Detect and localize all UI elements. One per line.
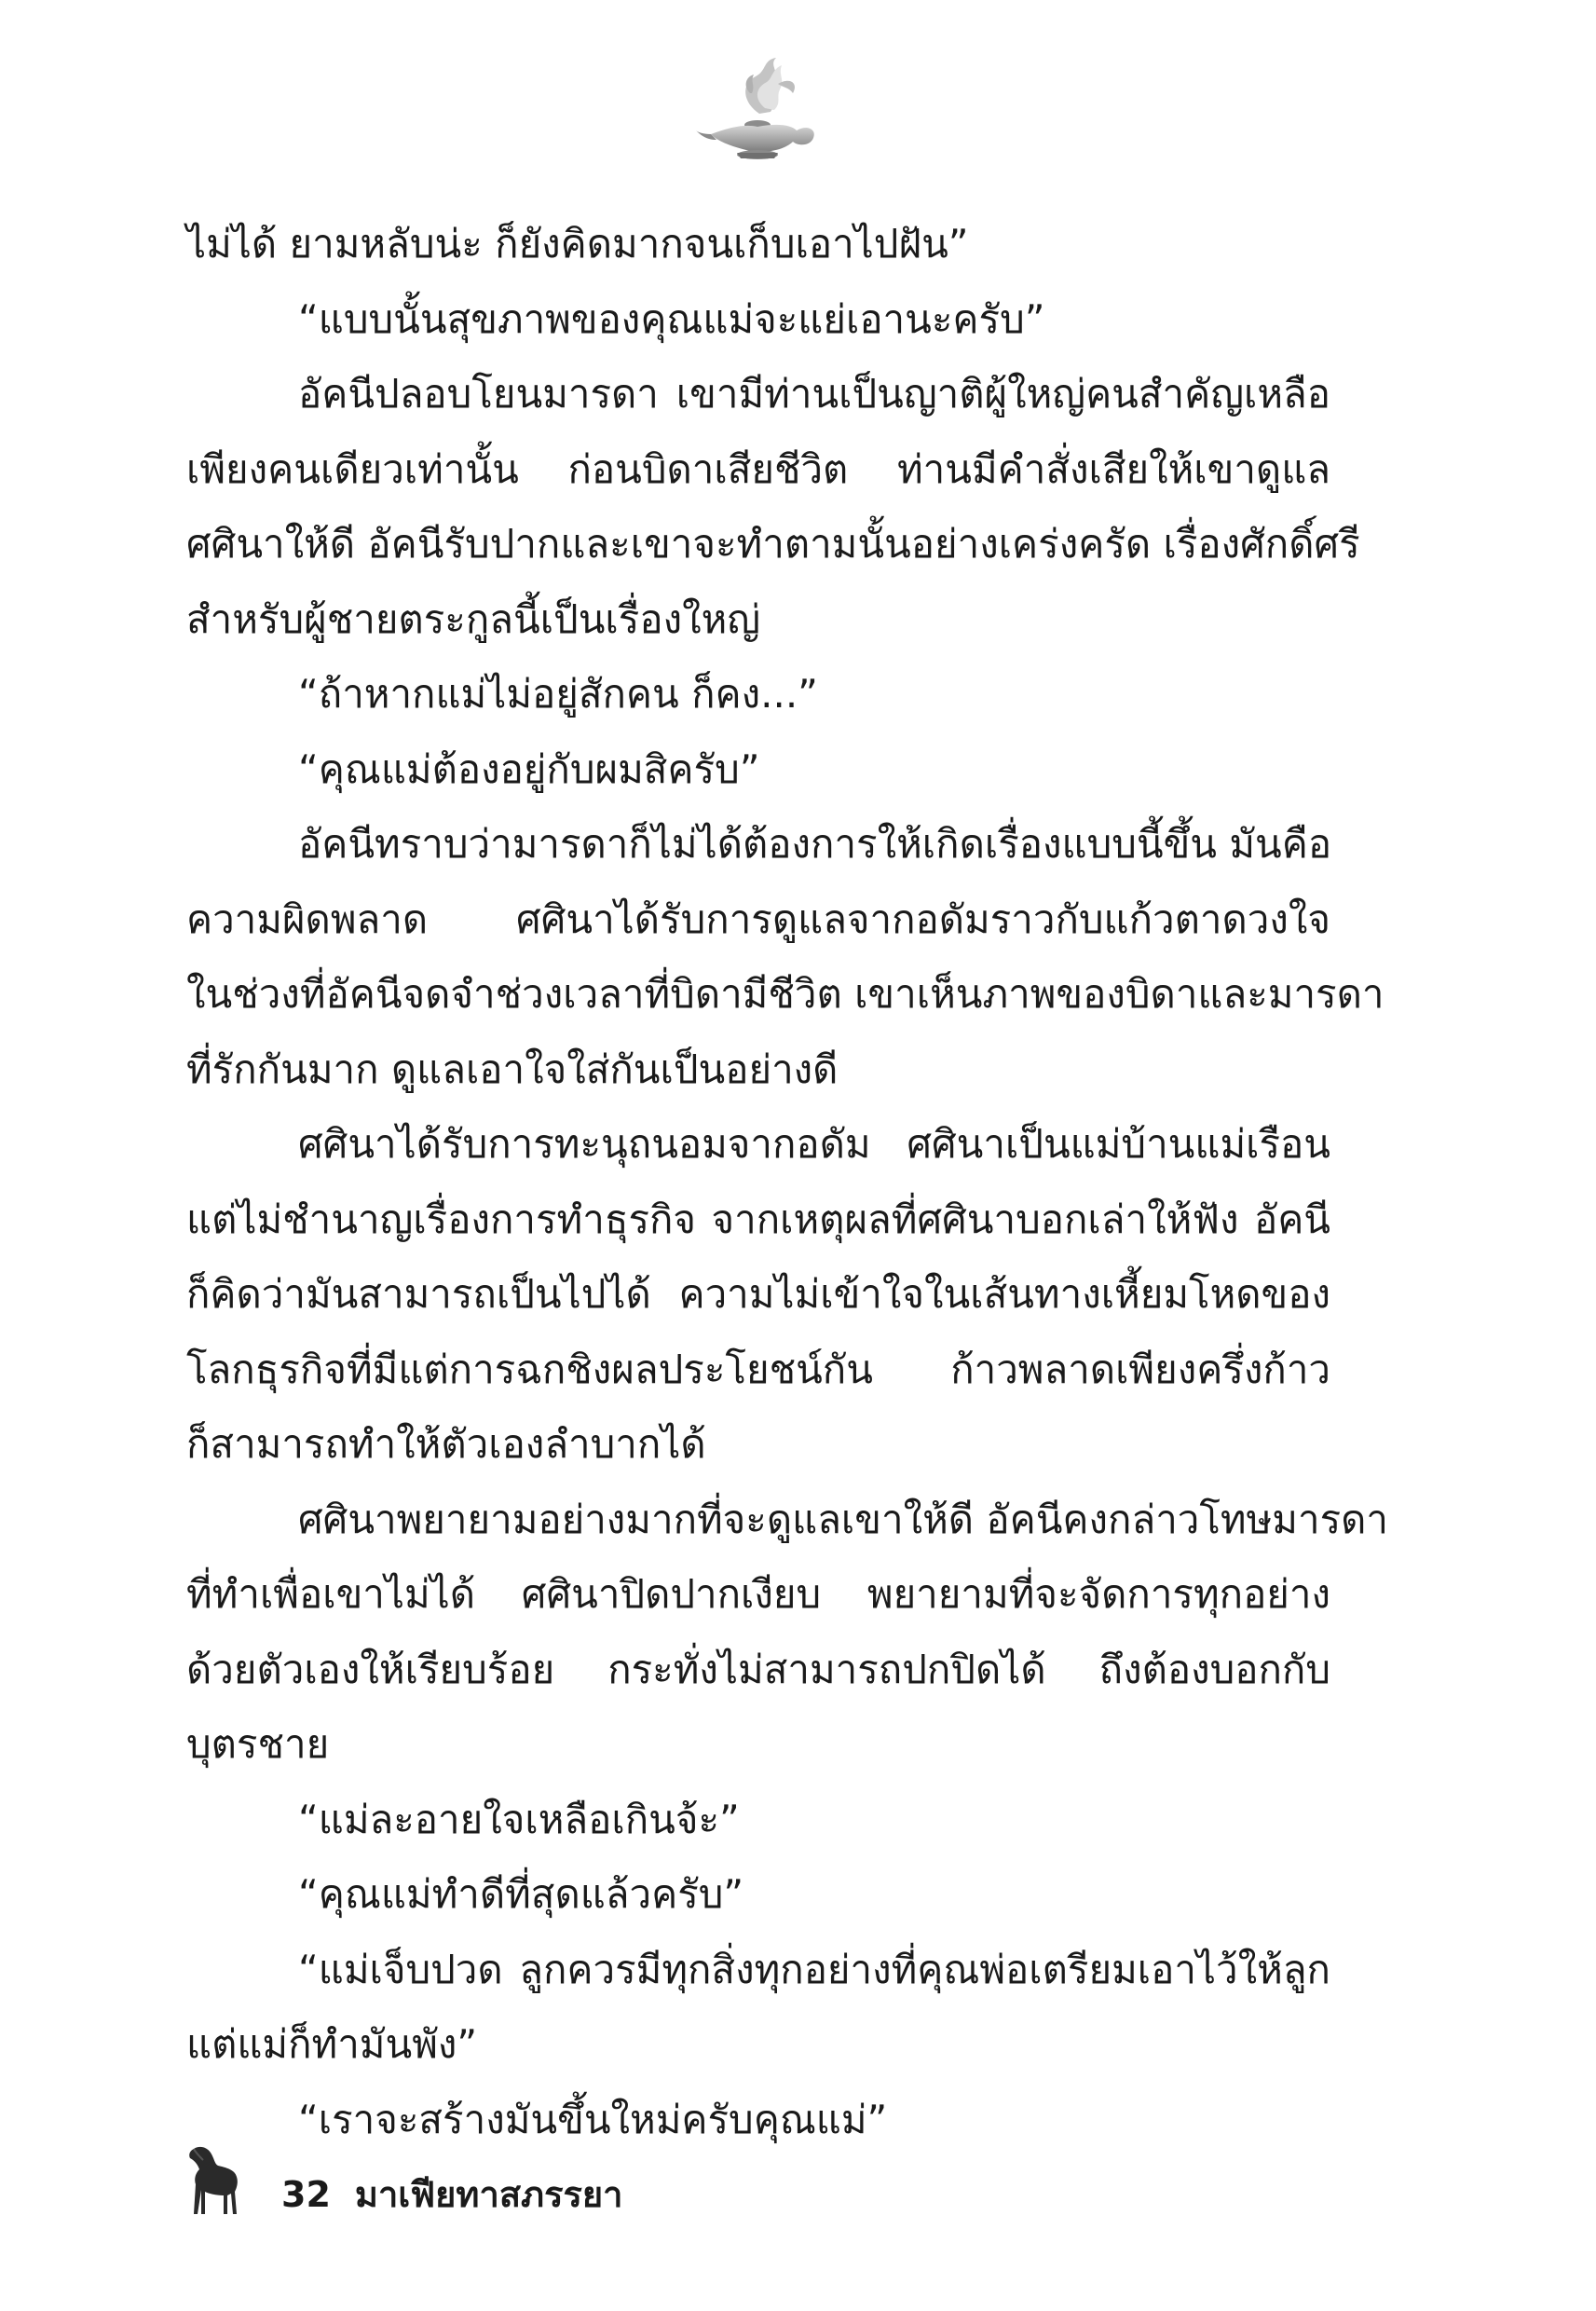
text-line: แต่แม่ก็ทำมันพัง” [186, 2021, 478, 2067]
text-line: ที่ทำเพื่อเขาไม่ได้ ศศินาปิดปากเงียบ พยายามที่จะจัดการทุกอย่าง [186, 1571, 1330, 1617]
text-line: สำหรับผู้ชายตระกูลนี้เป็นเรื่องใหญ่ [186, 595, 761, 642]
body-text [186, 207, 1388, 2157]
text-line: บุตรชาย [186, 1721, 330, 1767]
text-line: ในช่วงที่อัคนีจดจำช่วงเวลาที่บิดามีชีวิต เขาเห็นภาพของบิดาและมารดา [186, 971, 1385, 1017]
book-title: มาเฟียทาสภรรยา [354, 2174, 623, 2215]
text-line: ก็คิดว่ามันสามารถเป็นไปได้ ความไม่เข้าใจในเส้นทางเหี้ยมโหดของ [186, 1271, 1330, 1317]
text-line: ความผิดพลาด ศศินาได้รับการดูแลจากอดัมราวกับแก้วตาดวงใจ [186, 896, 1330, 942]
magic-lamp-icon [694, 56, 820, 163]
text-line: แต่ไม่ชำนาญเรื่องการทำธุรกิจ จากเหตุผลที่ศศินาบอกเล่าให้ฟัง อัคนี [186, 1196, 1330, 1242]
text-line: อัคนีทราบว่ามารดาก็ไม่ได้ต้องการให้เกิดเรื่องแบบนี้ขึ้น มันคือ [298, 821, 1332, 867]
text-line: “แบบนั้นสุขภาพของคุณแม่จะแย่เอานะครับ” [298, 295, 1045, 342]
text-line: ศศินาให้ดี อัคนีรับปากและเขาจะทำตามนั้นอย่างเคร่งครัด เรื่องศักดิ์ศรี [186, 521, 1360, 567]
text-line: ศศินาพยายามอย่างมากที่จะดูแลเขาให้ดี อัคนีคงกล่าวโทษมารดา [298, 1496, 1388, 1542]
text-line: “ถ้าหากแม่ไม่อยู่สักคน ก็คง...” [298, 671, 818, 717]
text-line: อัคนีปลอบโยนมารดา เขามีท่านเป็นญาติผู้ใหญ่คนสำคัญเหลือ [298, 371, 1330, 417]
horse-icon [186, 2143, 244, 2218]
page-number: 32 [281, 2174, 331, 2215]
text-line: ที่รักกันมาก ดูแลเอาใจใส่กันเป็นอย่างดี [186, 1046, 839, 1092]
text-line: ไม่ได้ ยามหลับน่ะ ก็ยังคิดมากจนเก็บเอาไปฝัน” [186, 221, 969, 267]
text-line: เพียงคนเดียวเท่านั้น ก่อนบิดาเสียชีวิต ท่านมีคำสั่งเสียให้เขาดูแล [186, 445, 1330, 492]
text-line: ก็สามารถทำให้ตัวเองลำบากได้ [186, 1421, 706, 1467]
text-line: “เราจะสร้างมันขึ้นใหม่ครับคุณแม่” [298, 2096, 888, 2142]
text-line: ศศินาได้รับการทะนุถนอมจากอดัม ศศินาเป็นแม่บ้านแม่เรือน [298, 1121, 1330, 1167]
text-line: “แม่เจ็บปวด ลูกควรมีทุกสิ่งทุกอย่างที่คุณพ่อเตรียมเอาไว้ให้ลูก [298, 1946, 1330, 1992]
text-line: ด้วยตัวเองให้เรียบร้อย กระทั่งไม่สามารถปกปิดได้ ถึงต้องบอกกับ [186, 1646, 1330, 1692]
text-line: “คุณแม่ต้องอยู่กับผมสิครับ” [298, 745, 760, 792]
text-line: โลกธุรกิจที่มีแต่การฉกชิงผลประโยชน์กัน ก้าวพลาดเพียงครึ่งก้าว [186, 1346, 1330, 1392]
text-line: “แม่ละอายใจเหลือเกินจ้ะ” [298, 1796, 740, 1842]
page-footer [186, 2143, 623, 2218]
text-line: “คุณแม่ทำดีที่สุดแล้วครับ” [298, 1871, 744, 1917]
